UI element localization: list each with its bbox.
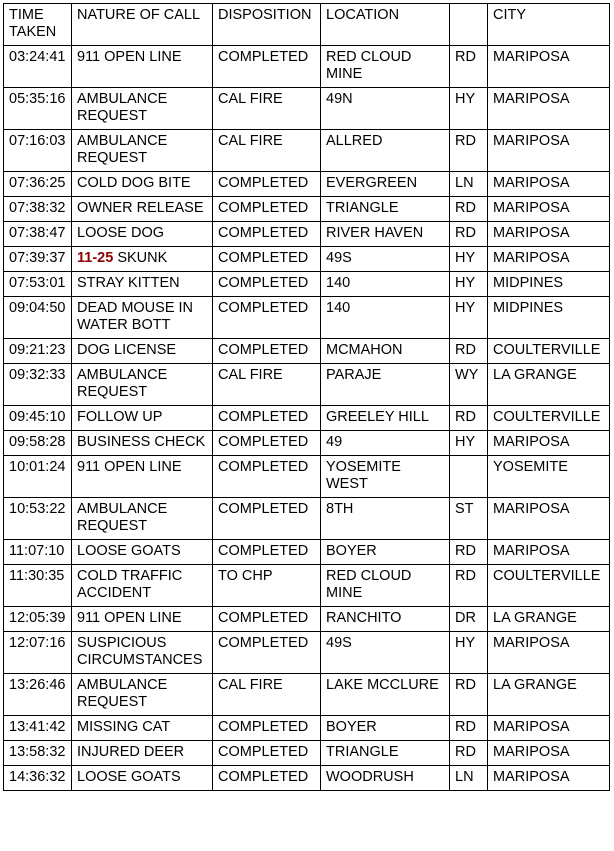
cell-nature: STRAY KITTEN bbox=[72, 272, 213, 297]
cell-disposition: COMPLETED bbox=[213, 222, 321, 247]
cell-location: RIVER HAVEN bbox=[321, 222, 450, 247]
cell-suffix: ST bbox=[450, 498, 488, 540]
cell-time: 11:07:10 bbox=[4, 540, 72, 565]
table-row bbox=[4, 130, 610, 172]
cell-nature: AMBULANCE REQUEST bbox=[72, 88, 213, 130]
table-row bbox=[4, 431, 610, 456]
cell-disposition: COMPLETED bbox=[213, 431, 321, 456]
cell-city: LA GRANGE bbox=[488, 674, 610, 716]
cell-time: 14:36:32 bbox=[4, 766, 72, 791]
cell-city: MARIPOSA bbox=[488, 130, 610, 172]
cell-location: MCMAHON bbox=[321, 339, 450, 364]
cell-nature: BUSINESS CHECK bbox=[72, 431, 213, 456]
cell-city: MARIPOSA bbox=[488, 88, 610, 130]
cell-city: COULTERVILLE bbox=[488, 565, 610, 607]
cell-location: 8TH bbox=[321, 498, 450, 540]
cell-location: GREELEY HILL bbox=[321, 406, 450, 431]
cell-disposition: CAL FIRE bbox=[213, 88, 321, 130]
cell-city: MIDPINES bbox=[488, 297, 610, 339]
table-row bbox=[4, 46, 610, 88]
cell-suffix bbox=[450, 456, 488, 498]
cell-city: MARIPOSA bbox=[488, 540, 610, 565]
cell-nature: FOLLOW UP bbox=[72, 406, 213, 431]
cell-nature bbox=[72, 247, 213, 272]
cell-city: MARIPOSA bbox=[488, 172, 610, 197]
cell-city: LA GRANGE bbox=[488, 364, 610, 406]
cell-location: 140 bbox=[321, 297, 450, 339]
cell-nature: INJURED DEER bbox=[72, 741, 213, 766]
table-row bbox=[4, 172, 610, 197]
cell-location: BOYER bbox=[321, 716, 450, 741]
cell-time: 07:38:47 bbox=[4, 222, 72, 247]
cell-location: RED CLOUD MINE bbox=[321, 46, 450, 88]
cell-nature: AMBULANCE REQUEST bbox=[72, 130, 213, 172]
cell-suffix: WY bbox=[450, 364, 488, 406]
cell-disposition: COMPLETED bbox=[213, 632, 321, 674]
cell-city: MARIPOSA bbox=[488, 632, 610, 674]
cell-location: RANCHITO bbox=[321, 607, 450, 632]
table-row bbox=[4, 197, 610, 222]
cell-time: 03:24:41 bbox=[4, 46, 72, 88]
cell-disposition: COMPLETED bbox=[213, 607, 321, 632]
cell-nature: LOOSE GOATS bbox=[72, 766, 213, 791]
cell-time: 11:30:35 bbox=[4, 565, 72, 607]
cell-location: ALLRED bbox=[321, 130, 450, 172]
cell-suffix: RD bbox=[450, 716, 488, 741]
cell-nature: LOOSE DOG bbox=[72, 222, 213, 247]
cell-disposition: COMPLETED bbox=[213, 540, 321, 565]
cell-city: MARIPOSA bbox=[488, 46, 610, 88]
cell-time: 09:58:28 bbox=[4, 431, 72, 456]
cell-suffix: RD bbox=[450, 674, 488, 716]
header-suffix bbox=[450, 4, 488, 46]
cell-location: 49N bbox=[321, 88, 450, 130]
cell-nature: MISSING CAT bbox=[72, 716, 213, 741]
cell-time: 13:58:32 bbox=[4, 741, 72, 766]
cell-suffix: RD bbox=[450, 197, 488, 222]
cell-nature: AMBULANCE REQUEST bbox=[72, 498, 213, 540]
table-row bbox=[4, 741, 610, 766]
cell-location: 49 bbox=[321, 431, 450, 456]
cell-location: LAKE MCCLURE bbox=[321, 674, 450, 716]
table-row bbox=[4, 716, 610, 741]
cell-city: MIDPINES bbox=[488, 272, 610, 297]
cell-nature: OWNER RELEASE bbox=[72, 197, 213, 222]
cell-location: YOSEMITE WEST bbox=[321, 456, 450, 498]
cell-time: 07:38:32 bbox=[4, 197, 72, 222]
table-row bbox=[4, 339, 610, 364]
header-location: LOCATION bbox=[321, 4, 450, 46]
table-row bbox=[4, 565, 610, 607]
cell-location: PARAJE bbox=[321, 364, 450, 406]
cell-nature: AMBULANCE REQUEST bbox=[72, 364, 213, 406]
cell-suffix: RD bbox=[450, 130, 488, 172]
nature-text: SKUNK bbox=[113, 250, 168, 266]
cell-suffix: HY bbox=[450, 297, 488, 339]
cell-location: EVERGREEN bbox=[321, 172, 450, 197]
cell-nature: 911 OPEN LINE bbox=[72, 456, 213, 498]
table-row bbox=[4, 540, 610, 565]
table-row bbox=[4, 297, 610, 339]
cell-nature: SUSPICIOUS CIRCUMSTANCES bbox=[72, 632, 213, 674]
cell-location: WOODRUSH bbox=[321, 766, 450, 791]
cell-time: 09:21:23 bbox=[4, 339, 72, 364]
cell-disposition: COMPLETED bbox=[213, 297, 321, 339]
cell-city: MARIPOSA bbox=[488, 716, 610, 741]
header-city: CITY bbox=[488, 4, 610, 46]
cell-time: 10:01:24 bbox=[4, 456, 72, 498]
header-row bbox=[4, 4, 610, 46]
cell-suffix: RD bbox=[450, 565, 488, 607]
cell-time: 10:53:22 bbox=[4, 498, 72, 540]
cell-disposition: COMPLETED bbox=[213, 197, 321, 222]
cell-city: COULTERVILLE bbox=[488, 339, 610, 364]
table-row bbox=[4, 766, 610, 791]
cell-nature: DOG LICENSE bbox=[72, 339, 213, 364]
cell-nature: COLD TRAFFIC ACCIDENT bbox=[72, 565, 213, 607]
cell-disposition: COMPLETED bbox=[213, 46, 321, 88]
table-row bbox=[4, 247, 610, 272]
cell-suffix: HY bbox=[450, 632, 488, 674]
cell-disposition: COMPLETED bbox=[213, 741, 321, 766]
cell-city: YOSEMITE bbox=[488, 456, 610, 498]
cell-nature: LOOSE GOATS bbox=[72, 540, 213, 565]
cell-disposition: COMPLETED bbox=[213, 272, 321, 297]
cell-disposition: COMPLETED bbox=[213, 766, 321, 791]
cell-disposition: COMPLETED bbox=[213, 247, 321, 272]
cell-disposition: COMPLETED bbox=[213, 456, 321, 498]
cell-suffix: HY bbox=[450, 247, 488, 272]
table-row bbox=[4, 607, 610, 632]
cell-city: MARIPOSA bbox=[488, 197, 610, 222]
cell-city: MARIPOSA bbox=[488, 222, 610, 247]
cell-disposition: CAL FIRE bbox=[213, 130, 321, 172]
cell-nature: DEAD MOUSE IN WATER BOTT bbox=[72, 297, 213, 339]
cell-time: 09:45:10 bbox=[4, 406, 72, 431]
cell-disposition: COMPLETED bbox=[213, 498, 321, 540]
cell-city: LA GRANGE bbox=[488, 607, 610, 632]
call-log-body bbox=[4, 46, 610, 791]
cell-disposition: COMPLETED bbox=[213, 339, 321, 364]
header-time: TIME TAKEN bbox=[4, 4, 72, 46]
cell-city: MARIPOSA bbox=[488, 498, 610, 540]
cell-time: 12:05:39 bbox=[4, 607, 72, 632]
cell-suffix: RD bbox=[450, 339, 488, 364]
table-row bbox=[4, 406, 610, 431]
cell-location: RED CLOUD MINE bbox=[321, 565, 450, 607]
cell-suffix: RD bbox=[450, 741, 488, 766]
cell-nature: 911 OPEN LINE bbox=[72, 46, 213, 88]
cell-location: TRIANGLE bbox=[321, 197, 450, 222]
table-row bbox=[4, 674, 610, 716]
table-row bbox=[4, 364, 610, 406]
cell-suffix: RD bbox=[450, 406, 488, 431]
cell-disposition: CAL FIRE bbox=[213, 674, 321, 716]
cell-time: 05:35:16 bbox=[4, 88, 72, 130]
cell-city: MARIPOSA bbox=[488, 431, 610, 456]
cell-time: 09:32:33 bbox=[4, 364, 72, 406]
table-row bbox=[4, 498, 610, 540]
cell-disposition: COMPLETED bbox=[213, 172, 321, 197]
table-row bbox=[4, 456, 610, 498]
cell-suffix: LN bbox=[450, 172, 488, 197]
cell-time: 07:39:37 bbox=[4, 247, 72, 272]
cell-location: TRIANGLE bbox=[321, 741, 450, 766]
cell-city: COULTERVILLE bbox=[488, 406, 610, 431]
table-row bbox=[4, 88, 610, 130]
cell-suffix: DR bbox=[450, 607, 488, 632]
cell-nature: AMBULANCE REQUEST bbox=[72, 674, 213, 716]
cell-location: BOYER bbox=[321, 540, 450, 565]
table-row bbox=[4, 272, 610, 297]
cell-time: 13:41:42 bbox=[4, 716, 72, 741]
cell-nature: 911 OPEN LINE bbox=[72, 607, 213, 632]
cell-suffix: RD bbox=[450, 222, 488, 247]
header-disposition: DISPOSITION bbox=[213, 4, 321, 46]
cell-time: 07:16:03 bbox=[4, 130, 72, 172]
cell-time: 12:07:16 bbox=[4, 632, 72, 674]
cell-suffix: HY bbox=[450, 272, 488, 297]
cell-city: MARIPOSA bbox=[488, 247, 610, 272]
cell-time: 07:36:25 bbox=[4, 172, 72, 197]
cell-city: MARIPOSA bbox=[488, 766, 610, 791]
cell-location: 140 bbox=[321, 272, 450, 297]
cell-location: 49S bbox=[321, 632, 450, 674]
cell-disposition: TO CHP bbox=[213, 565, 321, 607]
cell-suffix: RD bbox=[450, 540, 488, 565]
header-nature: NATURE OF CALL bbox=[72, 4, 213, 46]
cell-time: 09:04:50 bbox=[4, 297, 72, 339]
cell-time: 13:26:46 bbox=[4, 674, 72, 716]
cell-suffix: HY bbox=[450, 431, 488, 456]
cell-disposition: CAL FIRE bbox=[213, 364, 321, 406]
cell-suffix: HY bbox=[450, 88, 488, 130]
cell-disposition: COMPLETED bbox=[213, 716, 321, 741]
call-code: 11-25 bbox=[77, 250, 114, 266]
call-log-table bbox=[3, 3, 610, 791]
cell-time: 07:53:01 bbox=[4, 272, 72, 297]
table-row bbox=[4, 632, 610, 674]
cell-location: 49S bbox=[321, 247, 450, 272]
cell-suffix: LN bbox=[450, 766, 488, 791]
cell-city: MARIPOSA bbox=[488, 741, 610, 766]
cell-suffix: RD bbox=[450, 46, 488, 88]
cell-disposition: COMPLETED bbox=[213, 406, 321, 431]
cell-nature: COLD DOG BITE bbox=[72, 172, 213, 197]
table-row bbox=[4, 222, 610, 247]
